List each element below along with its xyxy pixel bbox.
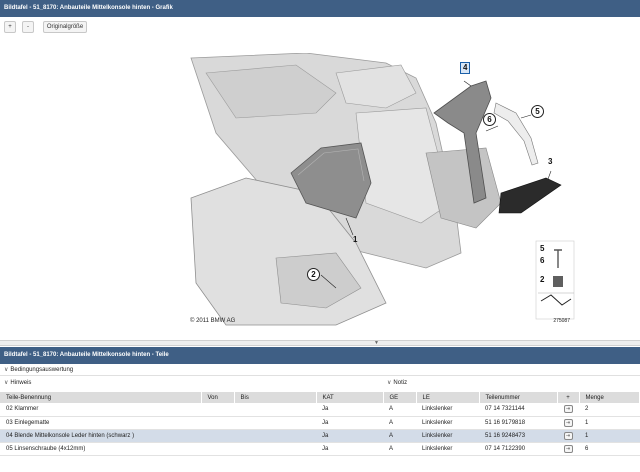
cell-kat: Ja	[316, 416, 383, 429]
exploded-parts-diagram[interactable]	[186, 53, 580, 328]
cell-to	[234, 442, 316, 455]
column-header-add[interactable]: +	[557, 392, 579, 403]
graphic-toolbar	[0, 18, 640, 38]
legend-number-2: 2	[540, 275, 545, 284]
cell-part-number: 51 16 9179818	[479, 416, 557, 429]
chevron-down-icon: ∨	[4, 380, 9, 386]
cell-kat: Ja	[316, 442, 383, 455]
cell-to	[234, 403, 316, 416]
parts-panel-title: Bildtafel - 51_8170: Anbauteile Mittelkonsole hinten - Teile	[0, 347, 640, 364]
cell-le: Linkslenker	[416, 442, 479, 455]
cell-add	[557, 429, 579, 442]
cell-ge: A	[383, 403, 416, 416]
callout-4[interactable]: 4	[460, 62, 470, 74]
column-header-quantity[interactable]: Menge	[579, 392, 640, 403]
graphic-area	[0, 38, 640, 338]
condition-evaluation-toggle[interactable]	[0, 364, 640, 376]
cell-ge: A	[383, 442, 416, 455]
add-to-cart-icon[interactable]: ⇥	[564, 419, 573, 427]
table-row[interactable]	[0, 403, 640, 416]
collapse-arrow-icon[interactable]: ▼	[374, 340, 379, 346]
add-to-cart-icon[interactable]: ⇥	[564, 432, 573, 440]
hint-toggle[interactable]	[4, 376, 31, 390]
callout-1[interactable]: 1	[353, 235, 358, 244]
cell-kat: Ja	[316, 429, 383, 442]
hint-label: Hinweis	[10, 380, 32, 386]
parts-table-header	[0, 392, 640, 403]
cell-part-name: 05 Linsenschraube (4x12mm)	[0, 442, 201, 455]
diagram-number: 275087	[553, 318, 570, 324]
cell-part-number: 07 14 7122390	[479, 442, 557, 455]
cell-ge: A	[383, 429, 416, 442]
cell-from	[201, 416, 234, 429]
note-label: Notiz	[393, 380, 408, 386]
callout-2[interactable]: 2	[307, 268, 320, 281]
cell-part-name: 03 Einlegematte	[0, 416, 201, 429]
cell-quantity: 1	[579, 429, 640, 442]
column-header-ge[interactable]: GE	[383, 392, 416, 403]
zoom-in-button[interactable]: +	[4, 21, 16, 33]
cell-quantity: 1	[579, 416, 640, 429]
column-header-part-number[interactable]: Teilenummer	[479, 392, 557, 403]
copyright-text: © 2011 BMW AG	[190, 318, 236, 324]
original-size-button[interactable]: Originalgröße	[43, 21, 87, 33]
notes-row	[0, 376, 640, 390]
cell-part-number: 07 14 7321144	[479, 403, 557, 416]
note-toggle[interactable]	[387, 376, 407, 390]
cell-from	[201, 429, 234, 442]
zoom-out-button[interactable]: -	[22, 21, 34, 33]
column-header-le[interactable]: LE	[416, 392, 479, 403]
cell-add	[557, 416, 579, 429]
cell-le: Linkslenker	[416, 429, 479, 442]
column-header-from[interactable]: Von	[201, 392, 234, 403]
cell-from	[201, 442, 234, 455]
callout-5[interactable]: 5	[531, 105, 544, 118]
cell-le: Linkslenker	[416, 403, 479, 416]
center-console-illustration	[186, 53, 580, 328]
column-header-name[interactable]: Teile-Benennung	[0, 392, 201, 403]
cell-to	[234, 429, 316, 442]
callout-3[interactable]: 3	[548, 157, 553, 166]
cell-kat: Ja	[316, 403, 383, 416]
cell-add	[557, 403, 579, 416]
legend-number-6: 6	[540, 256, 545, 265]
cell-part-number: 51 16 9248473	[479, 429, 557, 442]
cell-to	[234, 416, 316, 429]
chevron-down-icon: ∨	[4, 367, 9, 373]
column-header-to[interactable]: Bis	[234, 392, 316, 403]
cell-ge: A	[383, 416, 416, 429]
condition-evaluation-label: Bedingungsauswertung	[10, 367, 74, 373]
panel-splitter[interactable]	[0, 340, 640, 346]
cell-from	[201, 403, 234, 416]
callout-6[interactable]: 6	[483, 113, 496, 126]
cell-quantity: 2	[579, 403, 640, 416]
add-to-cart-icon[interactable]: ⇥	[564, 405, 573, 413]
legend-number-5: 5	[540, 244, 545, 253]
cell-add	[557, 442, 579, 455]
add-to-cart-icon[interactable]: ⇥	[564, 445, 573, 453]
cell-part-name: 02 Klammer	[0, 403, 201, 416]
cell-part-name: 04 Blende Mittelkonsole Leder hinten (schwarz )	[0, 429, 201, 442]
chevron-down-icon: ∨	[387, 380, 392, 386]
graphic-panel-title: Bildtafel - 51_8170: Anbauteile Mittelkonsole hinten - Grafik	[0, 0, 640, 17]
cell-le: Linkslenker	[416, 416, 479, 429]
table-row[interactable]	[0, 429, 640, 442]
cell-quantity: 6	[579, 442, 640, 455]
table-row[interactable]	[0, 442, 640, 455]
column-header-kat[interactable]: KAT	[316, 392, 383, 403]
table-row[interactable]	[0, 416, 640, 429]
parts-table	[0, 392, 640, 456]
